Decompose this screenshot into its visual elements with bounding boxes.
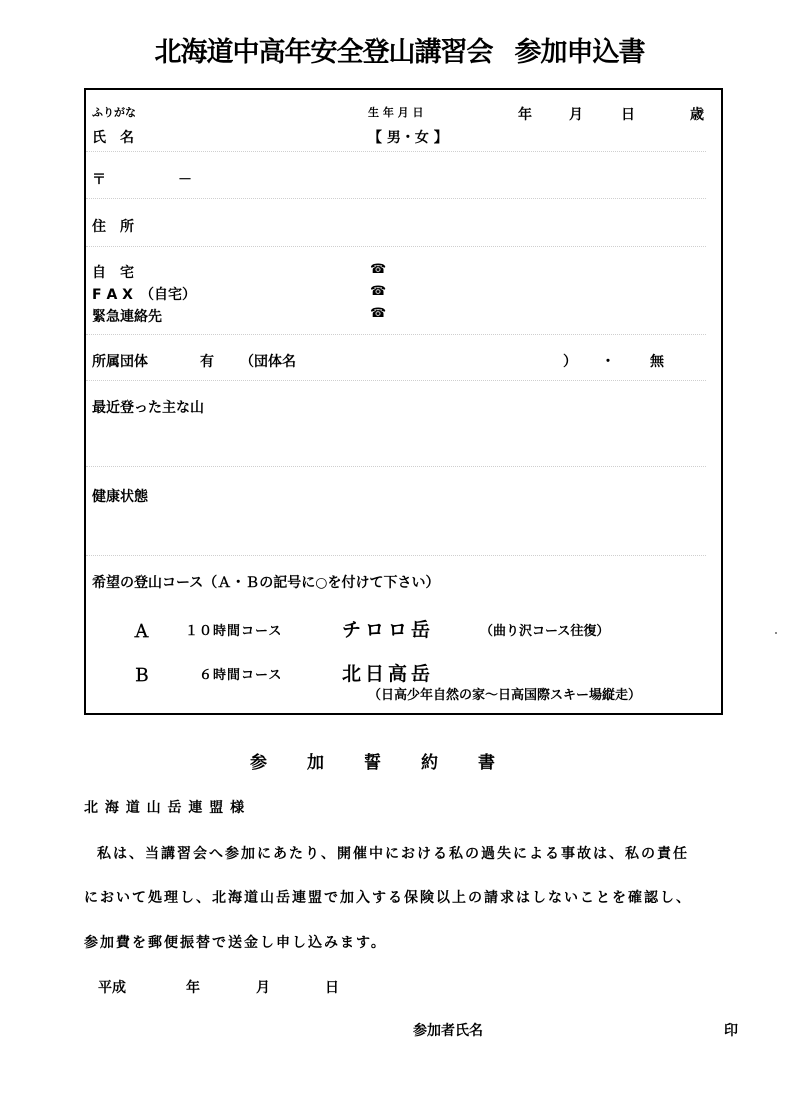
group-yes-option[interactable]: 有 [200, 354, 214, 370]
date-era-label: 平成 [98, 980, 126, 996]
address-label: 住 所 [92, 219, 134, 235]
dob-label: 生 年 月 日 [368, 106, 424, 119]
fax-label: F A X （自宅） [92, 287, 196, 303]
course-note: （日高少年自然の家～日高国際スキー場縦走） [368, 688, 642, 703]
recent-mountains-label: 最近登った主な山 [92, 400, 204, 416]
group-name-close: ） [563, 354, 577, 370]
course-letter[interactable]: Ｂ [133, 666, 150, 686]
group-no-option[interactable]: 無 [650, 354, 664, 370]
course-note: （曲り沢コース往復） [480, 624, 610, 639]
course-mountain: チロロ岳 [342, 619, 435, 641]
age-label: 歳 [690, 107, 704, 123]
signer-name-label: 参加者氏名 [413, 1023, 483, 1039]
divider [86, 151, 706, 152]
pledge-line-2: において処理し、北海道山岳連盟で加入する保険以上の請求はしないことを確認し、 [84, 890, 692, 906]
postal-mark: 〒 [92, 172, 106, 188]
gender-select[interactable]: 【 男・女 】 [368, 130, 448, 146]
dob-month-label: 月 [569, 107, 583, 123]
health-label: 健康状態 [92, 489, 148, 505]
pledge-line-3: 参加費を郵便振替で送金し申し込みます。 [84, 935, 387, 951]
phone-icon: ☎ [370, 284, 387, 299]
scan-speck [775, 632, 777, 634]
pledge-addressee: 北 海 道 山 岳 連 盟 様 [84, 800, 246, 816]
group-label: 所属団体 [92, 354, 148, 370]
course-duration: １０時間コース [185, 624, 283, 639]
emergency-contact-label: 緊急連絡先 [92, 309, 162, 325]
date-day-label: 日 [325, 980, 339, 996]
form-title-main: 北海道中高年安全登山講習会 [154, 37, 493, 68]
form-title-sub: 参加申込書 [514, 37, 645, 68]
home-phone-label: 自 宅 [92, 265, 134, 281]
divider [86, 466, 706, 467]
form-title [0, 30, 799, 69]
phone-icon: ☎ [370, 262, 387, 277]
name-label: 氏 名 [92, 130, 134, 146]
date-year-label: 年 [186, 980, 200, 996]
course-duration: ６時間コース [199, 668, 283, 683]
divider [86, 555, 706, 556]
date-month-label: 月 [256, 980, 270, 996]
seal-label: 印 [724, 1023, 738, 1039]
group-name-open: （団体名 [240, 354, 296, 370]
group-dot: ・ [601, 354, 615, 370]
course-letter[interactable]: Ａ [133, 622, 150, 642]
dob-year-label: 年 [518, 107, 532, 123]
divider [86, 334, 706, 335]
furigana-label: ふりがな [92, 106, 136, 119]
course-prompt: 希望の登山コース（Ａ・Ｂの記号に○を付けて下さい） [92, 575, 440, 591]
phone-icon: ☎ [370, 306, 387, 321]
divider [86, 246, 706, 247]
course-mountain: 北日高岳 [342, 663, 435, 685]
pledge-line-1: 私は、当講習会へ参加にあたり、開催中における私の過失による事故は、私の責任 [97, 846, 689, 862]
dob-day-label: 日 [621, 107, 635, 123]
divider [86, 380, 706, 381]
pledge-title: 参加誓約書 [250, 753, 535, 773]
postal-dash: － [178, 172, 192, 188]
divider [86, 198, 706, 199]
